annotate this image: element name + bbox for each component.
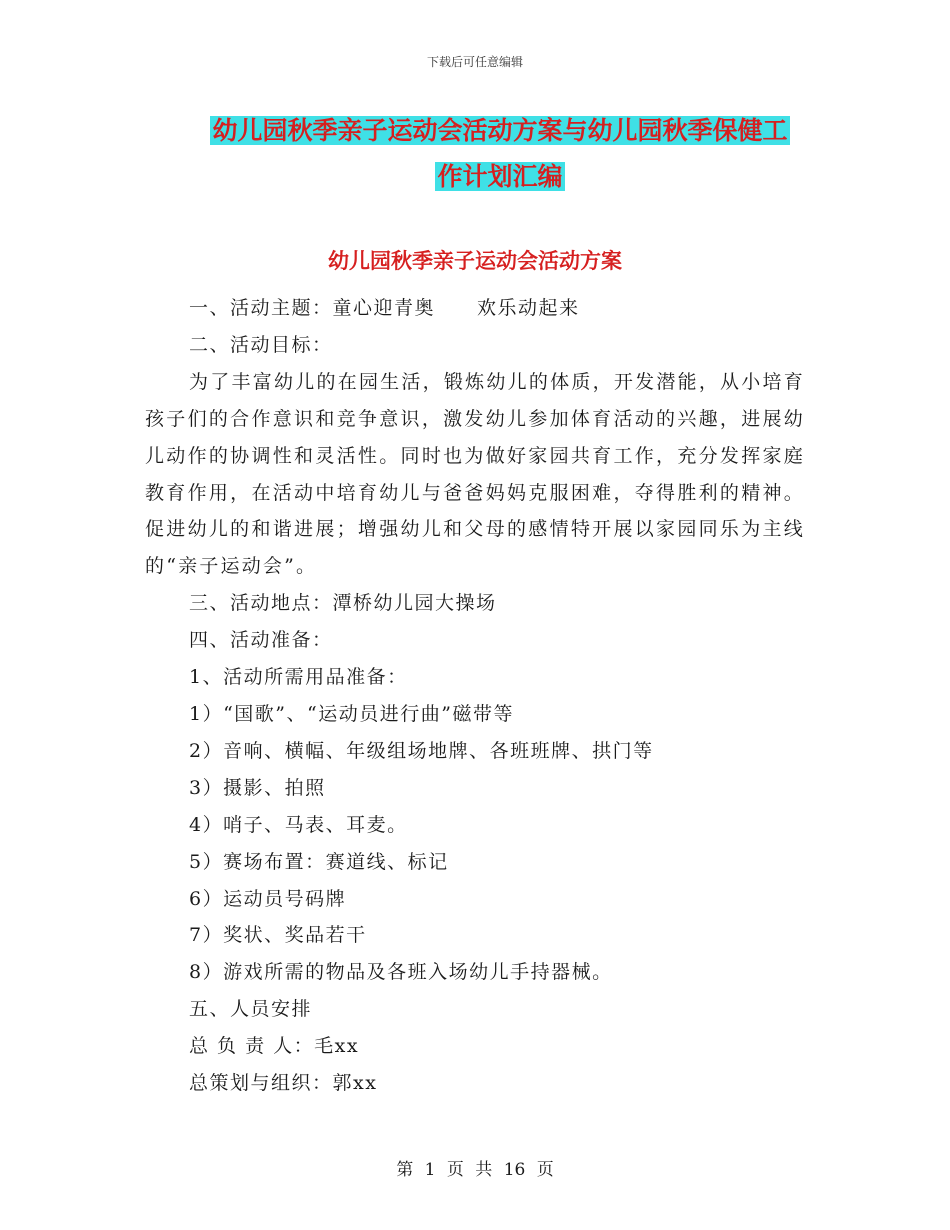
prep-item: 8）游戏所需的物品及各班入场幼儿手持器械。 bbox=[189, 961, 613, 984]
prep-subheading: 1、活动所需用品准备： bbox=[189, 666, 408, 689]
staff-line: 总策划与组织：郭xx bbox=[189, 1072, 378, 1095]
prep-item: 5）赛场布置：赛道线、标记 bbox=[189, 850, 449, 873]
staff-line: 总 负 责 人：毛xx bbox=[189, 1035, 360, 1058]
prep-item: 4）哨子、马表、耳麦。 bbox=[189, 813, 408, 836]
prep-item: 1）“国歌”、“运动员进行曲”磁带等 bbox=[189, 702, 514, 725]
goal-heading: 二、活动目标： bbox=[189, 333, 333, 356]
theme-label: 一、活动主题：童心迎青奥 bbox=[189, 297, 436, 319]
goal-paragraph: 为了丰富幼儿的在园生活，锻炼幼儿的体质，开发潜能，从小培育孩子们的合作意识和竞争意识，激发幼儿参加体育活动的兴趣，进展幼儿动作的协调性和灵活性。同时也为做好家园共育工作，充分发挥家庭教育作用，在活动中培育幼儿与爸爸妈妈克服困难，夺得胜利的精神。促进幼儿的和谐进展；增强幼儿和父母的感情特开展以家园同乐为主线的“亲子运动会”。 bbox=[145, 370, 805, 578]
theme-value: 欢乐动起来 bbox=[477, 297, 580, 319]
page-footer: 第 1 页 共 16 页 bbox=[396, 1160, 554, 1180]
prep-item: 7）奖状、奖品若干 bbox=[189, 924, 367, 947]
document-body bbox=[145, 290, 805, 1102]
prep-item: 6）运动员号码牌 bbox=[189, 887, 347, 910]
title-line-2: 作计划汇编 bbox=[437, 162, 563, 191]
staff-heading: 五、人员安排 bbox=[189, 998, 313, 1021]
title-line-1: 幼儿园秋季亲子运动会活动方案与幼儿园秋季保健工 bbox=[212, 116, 788, 145]
prep-heading: 四、活动准备： bbox=[189, 629, 333, 652]
document-title bbox=[140, 108, 860, 200]
theme-line bbox=[145, 290, 805, 327]
section-title: 幼儿园秋季亲子运动会活动方案 bbox=[328, 249, 622, 273]
header-note: 下载后可任意编辑 bbox=[426, 55, 523, 69]
prep-item: 3）摄影、拍照 bbox=[189, 776, 326, 799]
prep-item: 2）音响、横幅、年级组场地牌、各班班牌、拱门等 bbox=[189, 739, 654, 762]
location-line: 三、活动地点：潭桥幼儿园大操场 bbox=[189, 592, 497, 615]
